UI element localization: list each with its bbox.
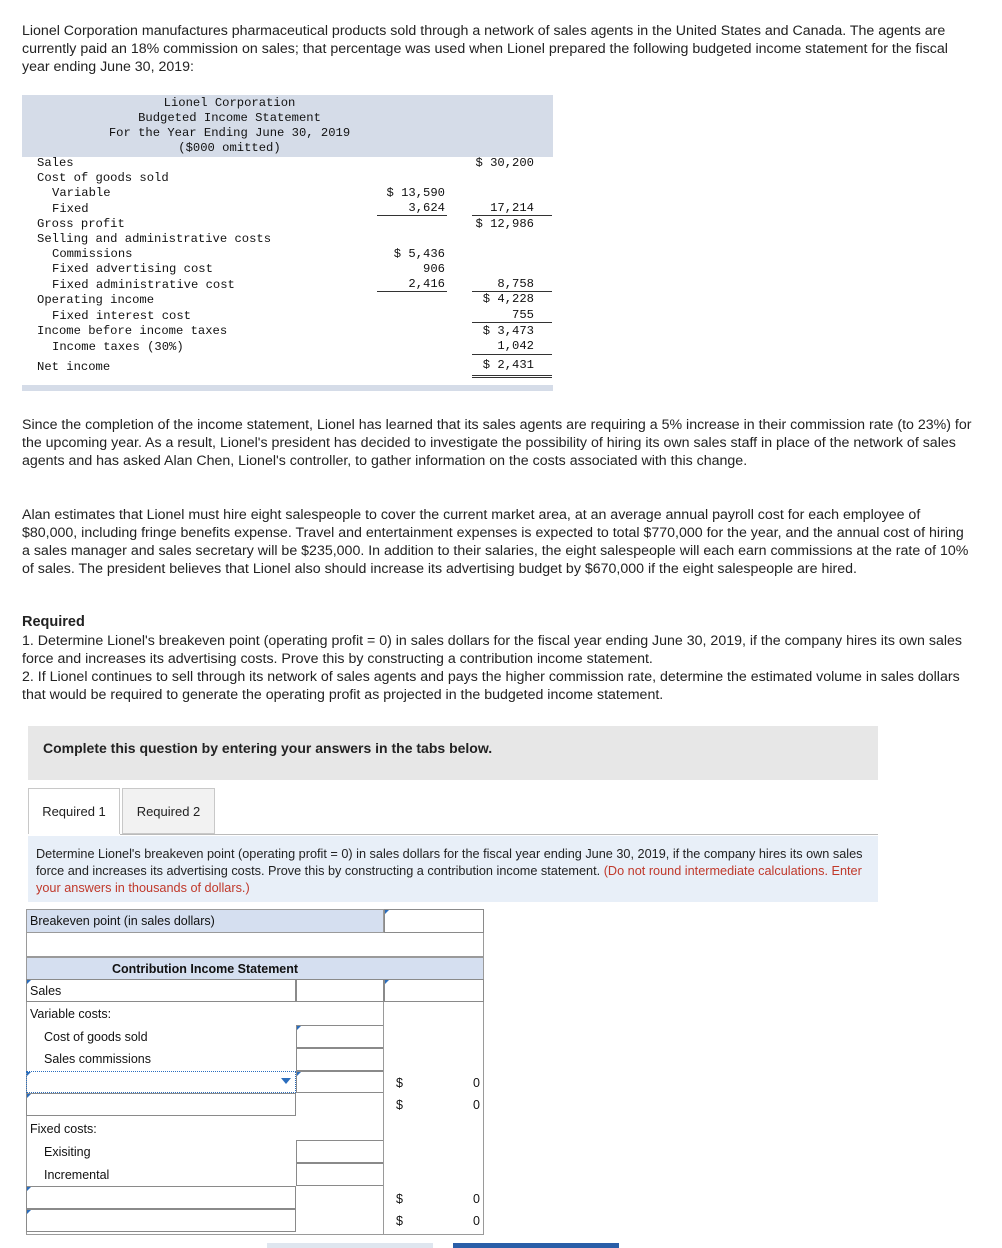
cogs-label: Cost of goods sold xyxy=(44,1030,148,1044)
tab-instruction-text xyxy=(36,846,866,897)
chevron-down-icon xyxy=(281,1078,291,1084)
row-income-taxes-total: 1,042 xyxy=(497,339,534,353)
row-commissions-label: Commissions xyxy=(52,247,133,261)
row-fixed-admin-total: 8,758 xyxy=(497,277,534,291)
sales-label: Sales xyxy=(30,984,62,998)
contribution-margin-label-input[interactable] xyxy=(26,1093,296,1116)
row-operating-income-label: Operating income xyxy=(37,293,155,307)
total-variable-value: 0 xyxy=(473,1076,480,1090)
row-income-taxes-label: Income taxes (30%) xyxy=(52,340,184,354)
sales-total-input[interactable] xyxy=(384,979,484,1002)
sales-commissions-input[interactable] xyxy=(296,1048,384,1071)
row-variable-label: Variable xyxy=(52,186,111,200)
tab-required-2[interactable]: Required 2 xyxy=(122,788,215,834)
row-commissions-amount: $ 5,436 xyxy=(393,247,445,261)
row-income-before-tax-label: Income before income taxes xyxy=(37,324,228,338)
cogs-amount-input[interactable] xyxy=(296,1025,384,1048)
existing-label: Exisiting xyxy=(44,1145,91,1159)
spacer-row xyxy=(26,933,484,957)
row-net-income-total: $ 2,431 xyxy=(482,358,534,372)
row-sales-total: $ 30,200 xyxy=(475,156,534,170)
banner-text: Complete this question by entering your answers in the tabs below. xyxy=(43,740,493,756)
sales-amount-input[interactable] xyxy=(296,979,384,1002)
row-operating-income-total: $ 4,228 xyxy=(482,292,534,306)
variable-cost-amount-input[interactable] xyxy=(296,1071,384,1093)
required-item-1: 1. Determine Lionel's breakeven point (operating profit = 0) in sales dollars for the fiscal year ending June 30, 2019, if the company hires its own sales force and increases its advertising costs. Prove this by constructing a contribution income statement. xyxy=(22,633,962,667)
total-fixed-value: 0 xyxy=(473,1192,480,1206)
statement-units: ($000 omitted) xyxy=(178,141,281,155)
instruction-body: Determine Lionel's breakeven point (operating profit = 0) in sales dollars for the fiscal year ending June 30, 2019, if the company hires its own sales force and increases its advertising costs. Prove this by constructing a contribution income statement. xyxy=(36,847,863,878)
operating-income-dollar: $ xyxy=(396,1214,403,1228)
breakeven-label: Breakeven point (in sales dollars) xyxy=(30,914,215,928)
row-sga-label: Selling and administrative costs xyxy=(37,232,272,246)
paragraph-commission-change: Since the completion of the income statement, Lionel has learned that its sales agents are requiring a 5% increase in their commission rate (to 23%) for the upcoming year. As a result, Lionel's president has decided to investigate the possibility of hiring its own sales staff in place of the network of sales agents and has asked Alan Chen, Lionel's controller, to gather information on the costs associated with this change. xyxy=(22,417,972,469)
instructions-banner xyxy=(28,726,878,780)
incremental-label: Incremental xyxy=(44,1168,110,1182)
statement-company: Lionel Corporation xyxy=(163,96,296,110)
variable-cost-select[interactable] xyxy=(26,1071,296,1093)
contribution-margin-value: 0 xyxy=(473,1098,480,1112)
operating-income-value: 0 xyxy=(473,1214,480,1228)
row-fixed-total: 17,214 xyxy=(490,201,534,215)
row-fixed-adv-amount: 906 xyxy=(423,262,445,276)
row-fixed-interest-total: 755 xyxy=(512,308,534,322)
row-variable-amount: $ 13,590 xyxy=(386,186,445,200)
fixed-costs-label: Fixed costs: xyxy=(30,1122,97,1136)
instruction-note: (Do not round intermediate calculations. Enter your answers in thousands of dollars.) xyxy=(36,864,862,895)
row-gross-profit-label: Gross profit xyxy=(37,217,125,231)
paragraph-sales-staff-estimates: Alan estimates that Lionel must hire eight salespeople to cover the current market area, at an average annual payroll cost for each employee of $80,000, including fringe benefits expense. Travel and entertainment expenses is expected to total $770,000 for the year, and the annual cost of hiring a sales manager and sales secretary will be $235,000. In addition to their salaries, the eight salespeople will each earn commissions at the rate of 10% of sales. The president believes that Lionel also should increase its advertising budget by $670,000 if the eight salespeople are hired. xyxy=(22,507,969,577)
intro-paragraph: Lionel Corporation manufactures pharmaceutical products sold through a network of sales agents in the United States and Canada. The agents are currently paid an 18% commission on sales; that percentage was used when Lionel prepared the following budgeted income statement for the fiscal year ending June 30, 2019: xyxy=(22,23,948,75)
statement-title: Budgeted Income Statement xyxy=(138,111,321,125)
row-fixed-adv-label: Fixed advertising cost xyxy=(52,262,213,276)
breakeven-label-cell xyxy=(26,909,384,933)
row-income-before-tax-total: $ 3,473 xyxy=(482,324,534,338)
row-net-income-label: Net income xyxy=(37,360,111,374)
total-fixed-dollar: $ xyxy=(396,1192,403,1206)
required-heading: Required xyxy=(22,614,85,630)
contribution-margin-dollar: $ xyxy=(396,1098,403,1112)
row-fixed-amount: 3,624 xyxy=(408,201,445,215)
statement-period: For the Year Ending June 30, 2019 xyxy=(108,126,351,140)
prev-button[interactable] xyxy=(267,1243,433,1248)
budgeted-income-statement xyxy=(22,95,553,391)
total-variable-dollar: $ xyxy=(396,1076,403,1090)
existing-amount-input[interactable] xyxy=(296,1140,384,1163)
statement-header xyxy=(22,95,553,157)
sales-label-input[interactable] xyxy=(26,979,296,1002)
next-button[interactable] xyxy=(453,1243,619,1248)
variable-costs-label: Variable costs: xyxy=(30,1007,112,1021)
tab-instruction-box xyxy=(28,836,878,902)
required-item-2: 2. If Lionel continues to sell through its network of sales agents and pays the higher commission rate, determine the estimated volume in sales dollars that would be required to generate the operating profit as projected in the budgeted income statement. xyxy=(22,669,960,703)
breakeven-input[interactable] xyxy=(384,909,484,933)
operating-income-label-input[interactable] xyxy=(26,1209,296,1232)
row-fixed-label: Fixed xyxy=(52,202,89,216)
row-fixed-admin-amount: 2,416 xyxy=(408,277,445,291)
row-fixed-admin-label: Fixed administrative cost xyxy=(52,278,235,292)
row-cogs-label: Cost of goods sold xyxy=(37,171,169,185)
sales-commissions-label: Sales commissions xyxy=(44,1052,151,1066)
tab-required-1[interactable]: Required 1 xyxy=(28,788,120,834)
row-sales-label: Sales xyxy=(37,156,74,170)
row-gross-profit-total: $ 12,986 xyxy=(475,217,534,231)
cis-title: Contribution Income Statement xyxy=(111,962,299,976)
cis-header xyxy=(26,957,484,979)
row-fixed-interest-label: Fixed interest cost xyxy=(52,309,191,323)
total-fixed-label-input[interactable] xyxy=(26,1186,296,1209)
incremental-amount-input[interactable] xyxy=(296,1163,384,1186)
